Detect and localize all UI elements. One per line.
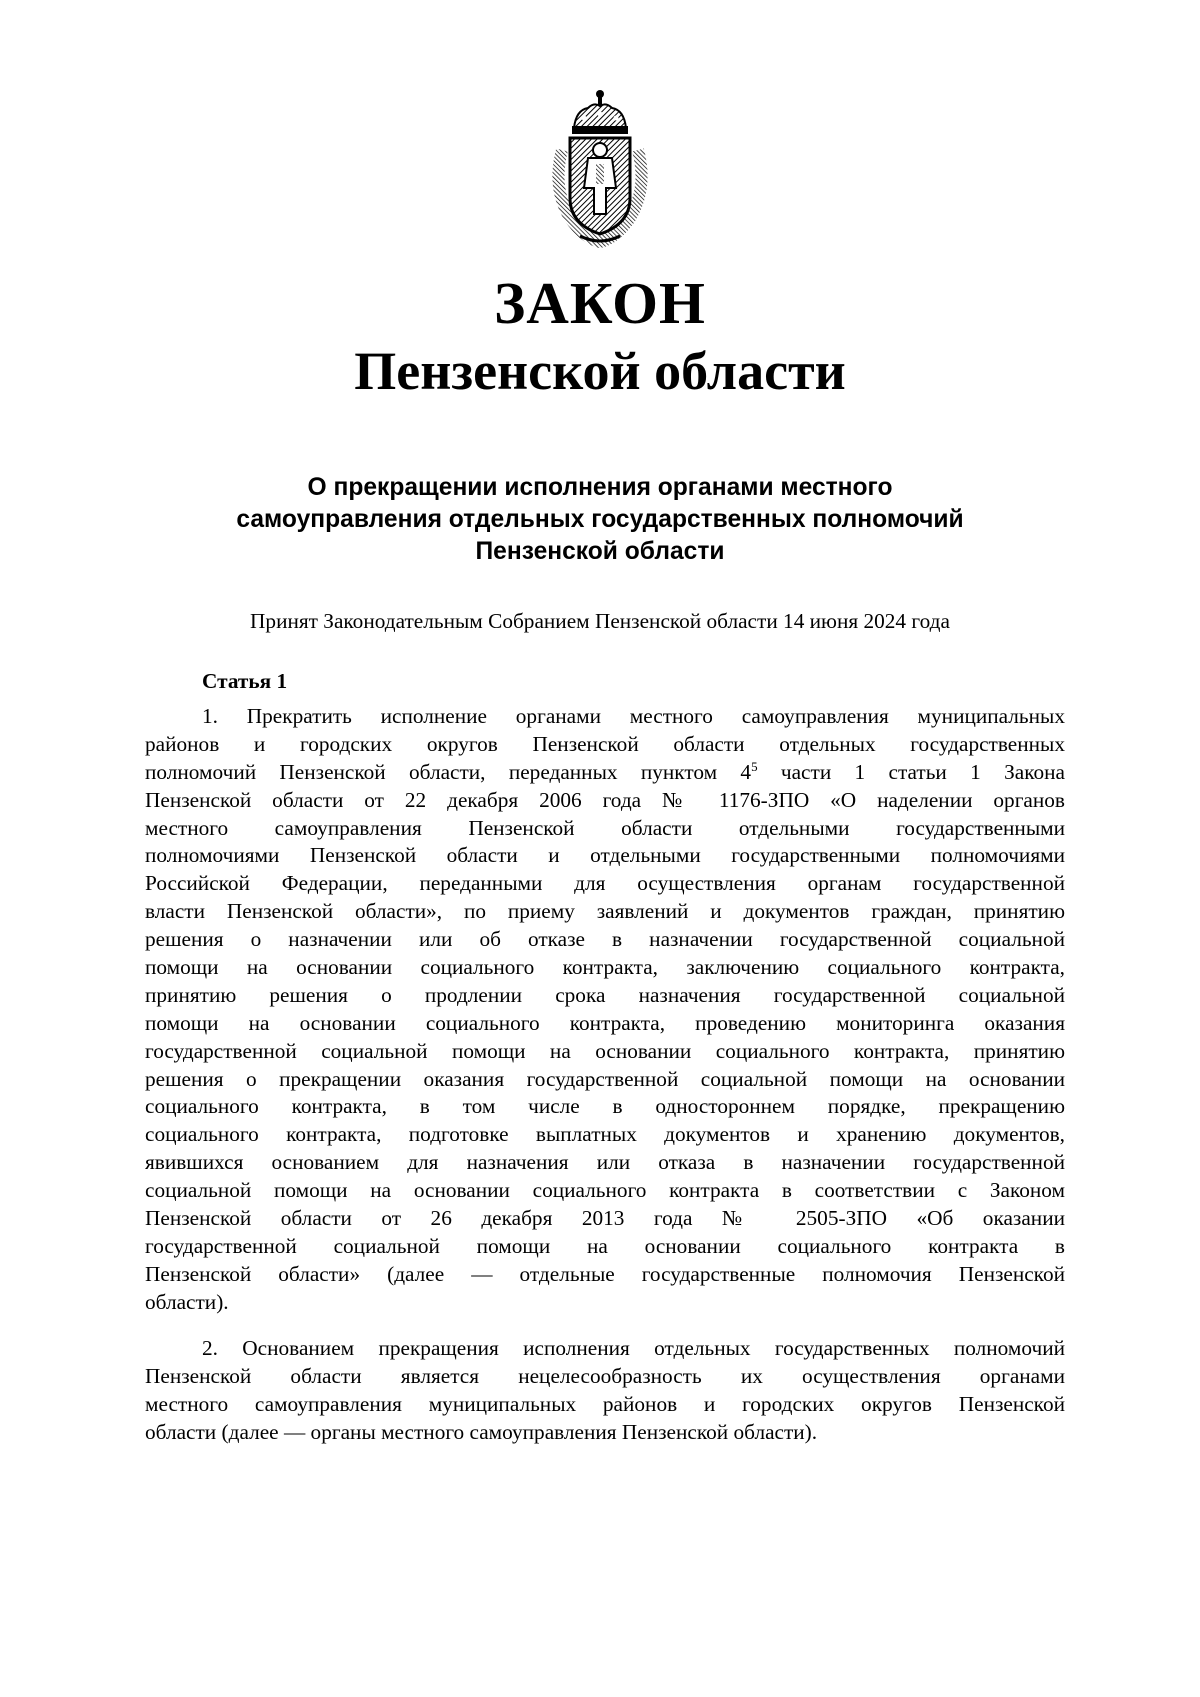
paragraph-line: решения о прекращении оказания государственной социальной помощи на основании	[145, 1066, 1065, 1091]
paragraph-line: районов и городских округов Пензенской области отдельных государственных	[145, 731, 1065, 756]
paragraph-line: социальной помощи на основании социального контракта в соответствии с Законом	[145, 1178, 1065, 1203]
penza-coat-of-arms-emblem	[540, 88, 660, 248]
line-text: полномочий Пензенской области, переданных пунктом 4	[145, 759, 752, 784]
paragraph-line: помощи на основании социального контракта, проведению мониторинга оказания	[145, 1010, 1065, 1035]
article-paragraph-1	[145, 703, 1065, 1317]
paragraph-line: 1. Прекратить исполнение органами местного самоуправления муниципальных	[202, 704, 1065, 728]
paragraph-line: явившихся основанием для назначения или отказа в назначении государственной	[145, 1150, 1065, 1175]
paragraph-line: области).	[145, 1289, 229, 1314]
adoption-statement: Принят Законодательным Собранием Пензенской области 14 июня 2024 года	[250, 609, 950, 633]
law-name-heading	[140, 472, 1060, 568]
paragraph-line: Пензенской области от 26 декабря 2013 года № 2505-ЗПО «Об оказании	[145, 1206, 1065, 1231]
paragraph-line: решения о назначении или об отказе в назначении государственной социальной	[145, 927, 1065, 952]
paragraph-line: области (далее — органы местного самоуправления Пензенской области).	[145, 1419, 818, 1444]
paragraph-line: власти Пензенской области», по приему заявлений и документов граждан, принятию	[145, 899, 1065, 924]
law-name-line: самоуправления отдельных государственных полномочий	[236, 506, 964, 533]
document-type-title: ЗАКОН	[494, 270, 706, 336]
paragraph-line-with-superscript	[145, 759, 1065, 787]
law-name-line: Пензенской области	[475, 538, 725, 565]
paragraph-line: социального контракта, подготовке выплатных документов и хранению документов,	[145, 1122, 1065, 1147]
paragraph-line: местного самоуправления муниципальных районов и городских округов Пензенской	[145, 1391, 1065, 1416]
paragraph-line: 2. Основанием прекращения исполнения отдельных государственных полномочий	[202, 1336, 1065, 1360]
paragraph-line: Пензенской области является нецелесообразность их осуществления органами	[145, 1363, 1065, 1388]
article-heading: Статья 1	[202, 669, 288, 693]
paragraph-line: государственной социальной помощи на основании социального контракта, принятию	[145, 1038, 1065, 1063]
paragraph-line: Пензенской области» (далее — отдельные государственные полномочия Пензенской	[145, 1261, 1065, 1286]
paragraph-line: социального контракта, в том числе в одностороннем порядке, прекращению	[145, 1094, 1065, 1119]
superscript: 5	[751, 758, 758, 774]
article-paragraph-2	[145, 1335, 1065, 1447]
paragraph-line: местного самоуправления Пензенской области отдельными государственными	[145, 815, 1065, 840]
paragraph-line: государственной социальной помощи на основании социального контракта в	[145, 1233, 1065, 1258]
paragraph-line: помощи на основании социального контракта, заключению социального контракта,	[145, 955, 1065, 980]
law-name-line: О прекращении исполнения органами местного	[307, 474, 893, 501]
paragraph-line: Пензенской области от 22 декабря 2006 года № 1176-ЗПО «О наделении органов	[145, 787, 1065, 812]
paragraph-line: Российской Федерации, переданными для осуществления органам государственной	[145, 871, 1065, 896]
paragraph-line: полномочиями Пензенской области и отдельными государственными полномочиями	[145, 843, 1065, 868]
line-text: части 1 статьи 1 Закона	[757, 759, 1065, 784]
region-subtitle: Пензенской области	[354, 341, 846, 401]
paragraph-line: принятию решения о продлении срока назначения государственной социальной	[145, 982, 1065, 1007]
